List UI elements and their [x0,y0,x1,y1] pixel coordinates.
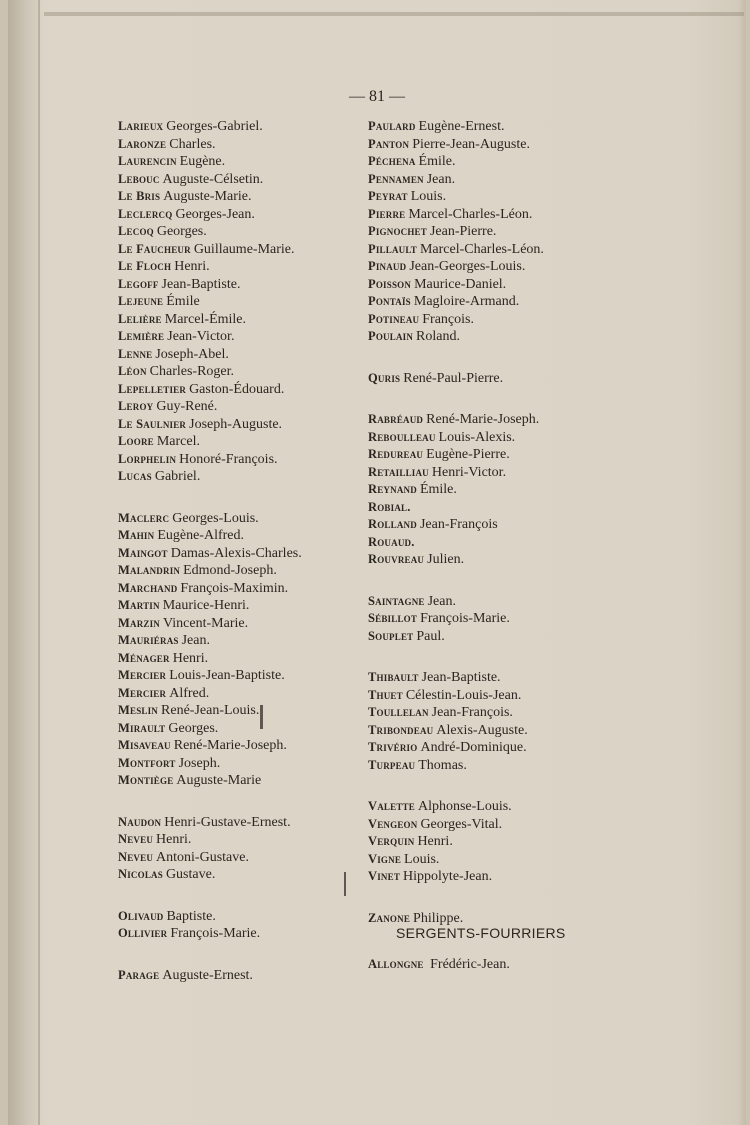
section-gap [118,943,373,967]
surname: Thibault [368,670,419,684]
surname: Pierre [368,206,406,221]
name-entry [118,136,373,154]
section-gap [368,387,618,411]
surname: Meslin [118,703,159,717]
name-entry [368,293,618,311]
entry-given-names: Frédéric-Jean. [430,957,510,972]
given-names: Charles. [169,136,216,152]
given-names: Maurice-Henri. [162,598,250,613]
given-names: Gabriel. [154,469,201,484]
surname: Reynand [368,482,417,496]
surname: Sébillot [368,611,418,625]
given-names: André-Dominique. [420,740,527,755]
given-names: Louis. [410,189,447,204]
name-entry [118,908,373,926]
name-entry [118,468,373,486]
surname: Zanone [368,910,411,925]
given-names: Louis. [404,851,440,867]
left-name-column [118,118,373,984]
given-names: Henri. [174,259,210,274]
name-entry [118,545,373,563]
given-names: Marcel-Émile. [164,311,247,327]
given-names: Philippe. [413,910,464,926]
surname: Mauriéras [118,633,179,647]
given-names: Georges. [168,720,219,736]
given-names: Joseph. [178,755,221,771]
name-entry [368,464,618,482]
surname: Vinet [368,869,401,883]
surname: Poisson [368,276,412,291]
name-entry [118,632,373,650]
name-entry [368,258,618,276]
surname: Lemière [118,329,165,343]
given-names: René-Marie-Joseph. [173,738,287,753]
given-names: Marcel-Charles-Léon. [419,241,544,257]
surname: Maclerc [118,510,170,525]
surname: Rolland [368,517,417,531]
section-gap [368,886,618,910]
surname: Naudon [118,814,162,829]
name-entry [118,258,373,276]
entry-surname: Allongne [368,957,424,971]
given-names: Paul. [416,628,445,644]
given-names: Jean-Georges-Louis. [409,259,526,274]
given-names: René-Jean-Louis. [161,703,260,718]
name-entry [118,702,373,720]
surname: Poulain [368,329,414,343]
given-names: Gaston-Édouard. [189,381,285,397]
given-names: Auguste-Célsetin. [162,171,264,187]
name-entry [368,551,618,569]
name-entry [368,704,618,722]
surname: Laronze [118,136,167,151]
name-entry [368,241,618,259]
name-entry [118,510,373,528]
surname: Rabréaud [368,412,424,426]
name-entry [118,737,373,755]
given-names: Georges-Vital. [420,816,503,832]
name-entry [368,171,618,189]
surname: Lelière [118,311,162,326]
name-entry [118,562,373,580]
section-gap [118,790,373,814]
given-names: Marcel. [156,434,200,449]
name-entry [368,669,618,687]
name-entry [118,685,373,703]
surname: Léon [118,364,147,378]
name-entry [118,814,373,832]
given-names: Henri. [156,832,192,847]
given-names: Joseph-Abel. [155,346,229,362]
surname: Reboulleau [368,429,436,444]
ink-mark [344,872,346,896]
section-entry [368,957,510,973]
given-names: Pierre-Jean-Auguste. [412,136,530,152]
given-names: Eugène. [179,154,226,169]
name-entry [368,516,618,534]
given-names: Henri. [417,834,453,849]
given-names: Jean-François [419,517,498,532]
given-names: Louis-Alexis. [438,429,516,445]
page-gutter [8,0,42,1125]
given-names: Henri-Gustave-Ernest. [164,814,291,830]
given-names: Auguste-Ernest. [162,967,253,983]
given-names: Jean-Baptiste. [421,670,501,685]
name-entry [368,188,618,206]
section-gap [118,884,373,908]
given-names: François-Marie. [420,611,510,626]
name-entry [368,411,618,429]
given-names: René-Paul-Pierre. [403,370,504,386]
name-entry [368,851,618,869]
book-page [8,0,746,1125]
surname: Turpeau [368,757,416,772]
page-top-edge [44,12,744,16]
given-names: Guillaume-Marie. [193,241,295,257]
surname: Laurencin [118,154,177,168]
given-names: Henri. [172,650,209,666]
name-entry [118,223,373,241]
name-entry [118,650,373,668]
surname: Pontaïs [368,294,411,308]
surname: Loore [118,434,154,448]
name-entry [368,223,618,241]
name-entry [368,868,618,886]
given-names: Magloire-Armand. [413,294,520,309]
surname: Leclercq [118,206,173,221]
ink-mark [260,705,263,729]
name-entry [368,206,618,224]
surname: Le Faucheur [118,241,191,256]
given-names: Charles-Roger. [149,364,235,379]
name-entry [368,739,618,757]
name-entry [118,416,373,434]
given-names: Jean-François. [431,705,513,720]
given-names: Alphonse-Louis. [417,799,512,814]
surname: Valette [368,799,415,813]
given-names: Georges. [156,224,207,239]
given-names: Louis-Jean-Baptiste. [169,668,285,683]
given-names: Antoni-Gustave. [156,849,249,865]
given-names: Damas-Alexis-Charles. [170,545,302,561]
name-entry [118,188,373,206]
surname: Montiège [118,773,174,787]
surname: Larieux [118,119,164,133]
surname: Olivaud [118,908,164,923]
surname: Lebouc [118,171,160,186]
given-names: Georges-Louis. [172,510,259,526]
surname: Martin [118,598,160,612]
surname: Panton [368,136,410,151]
name-entry [118,451,373,469]
name-entry [118,755,373,773]
name-entry [118,433,373,451]
name-entry [368,499,618,517]
name-entry [368,446,618,464]
surname: Mercier [118,668,167,682]
given-names: Julien. [427,552,465,567]
given-names: Auguste-Marie [176,773,262,788]
surname: Potineau [368,311,420,326]
name-entry [118,967,373,985]
right-name-column [368,118,618,927]
name-entry [368,722,618,740]
name-entry [368,276,618,294]
name-entry [118,118,373,136]
given-names: Émile [166,294,200,309]
given-names: Auguste-Marie. [163,189,252,204]
name-entry [368,798,618,816]
given-names: Émile. [418,154,456,169]
given-names: Joseph-Auguste. [189,416,283,432]
name-entry [118,615,373,633]
surname: Lepelletier [118,381,187,396]
surname: Vigne [368,851,402,866]
surname: Malandrin [118,563,181,577]
name-entry [368,757,618,775]
surname: Legoff [118,276,159,291]
name-entry [368,628,618,646]
name-entry [118,171,373,189]
surname: Le Bris [118,189,161,203]
surname: Parage [118,967,160,982]
surname: Toullelan [368,705,429,719]
surname: Verquin [368,834,415,848]
surname: Lejeune [118,294,164,308]
given-names: Thomas. [418,757,467,773]
name-entry [118,241,373,259]
surname: Trivério [368,740,418,754]
section-gap [368,569,618,593]
surname: Misaveau [118,738,171,752]
surname: Pignochet [368,224,427,238]
surname: Peyrat [368,189,408,203]
surname: Paulard [368,119,416,133]
surname: Lorphelin [118,451,177,466]
name-entry [118,849,373,867]
section-gap [118,486,373,510]
surname: Mahin [118,528,155,542]
surname: Mercier [118,685,167,700]
surname: Mirault [118,720,166,735]
given-names: Vincent-Marie. [163,615,249,631]
name-entry [118,527,373,545]
surname: Péchena [368,154,416,168]
given-names: Jean. [427,593,456,609]
section-heading: SERGENTS-FOURRIERS [396,925,566,941]
surname: Leroy [118,399,154,413]
name-entry [368,593,618,611]
name-entry [368,534,618,552]
given-names: Émile. [419,482,457,497]
given-names: Eugène-Alfred. [157,528,244,543]
given-names: Guy-René. [156,399,218,414]
name-entry [368,481,618,499]
name-entry [368,311,618,329]
given-names: François. [422,311,474,327]
surname: Lecoq [118,224,154,238]
name-entry [368,687,618,705]
given-names: Jean-Victor. [167,329,235,344]
surname: Souplet [368,628,414,643]
surname: Quris [368,370,401,385]
name-entry [118,363,373,381]
given-names: René-Marie-Joseph. [426,412,540,427]
surname: Pinaud [368,259,407,273]
name-entry [118,925,373,943]
name-entry [368,136,618,154]
name-entry [368,370,618,388]
name-entry [118,667,373,685]
surname: Redureau [368,447,424,461]
surname: Neveu [118,849,154,864]
given-names: Maurice-Daniel. [414,276,507,292]
name-entry [118,293,373,311]
surname: Saintagne [368,593,425,608]
surname: Rouvreau [368,552,425,566]
given-names: Marcel-Charles-Léon. [408,206,533,222]
given-names: Hippolyte-Jean. [403,869,493,884]
binding-line [38,0,40,1125]
given-names: Eugène-Ernest. [418,119,505,134]
surname: Ménager [118,650,170,665]
page-number: — 81 — [349,88,405,105]
surname: Robial. [368,499,411,514]
name-entry [118,580,373,598]
given-names: Baptiste. [166,908,216,924]
given-names: Jean-Baptiste. [161,276,241,292]
section-gap [368,645,618,669]
surname: Marchand [118,580,178,595]
given-names: Célestin-Louis-Jean. [405,687,522,703]
given-names: François-Marie. [170,926,261,941]
name-entry [118,381,373,399]
given-names: Honoré-François. [179,451,278,467]
given-names: Jean-Pierre. [429,224,497,239]
surname: Lucas [118,469,152,483]
name-entry [118,720,373,738]
name-entry [118,328,373,346]
surname: Vengeon [368,816,418,831]
name-entry [118,831,373,849]
name-entry [368,328,618,346]
surname: Pillault [368,241,417,256]
surname: Tribondeau [368,722,434,737]
surname: Maingot [118,545,168,560]
given-names: Henri-Victor. [431,464,507,480]
given-names: Jean. [426,171,456,187]
name-entry [368,816,618,834]
surname: Le Floch [118,259,172,273]
name-entry [118,398,373,416]
name-entry [368,118,618,136]
surname: Nicolas [118,867,163,881]
section-gap [368,774,618,798]
name-entry [118,866,373,884]
name-entry [368,833,618,851]
name-entry [368,153,618,171]
name-entry [118,772,373,790]
name-entry [368,429,618,447]
given-names: Jean. [181,633,210,648]
given-names: Alexis-Auguste. [436,722,528,738]
name-entry [118,346,373,364]
name-entry [368,610,618,628]
given-names: Edmond-Joseph. [183,563,277,578]
name-entry [118,206,373,224]
surname: Le Saulnier [118,416,187,431]
name-entry [118,276,373,294]
surname: Neveu [118,832,154,846]
given-names: Georges-Gabriel. [166,119,263,134]
surname: Retailliau [368,464,429,479]
name-entry [118,311,373,329]
surname: Thuet [368,687,403,702]
given-names: Roland. [416,329,460,344]
name-entry [118,153,373,171]
surname: Marzin [118,615,161,630]
surname: Lenne [118,346,153,361]
section-gap [368,346,618,370]
name-entry [118,597,373,615]
surname: Ollivier [118,926,168,940]
surname: Pennamen [368,171,424,186]
given-names: Gustave. [165,867,216,882]
given-names: Georges-Jean. [175,206,255,222]
surname: Montfort [118,755,176,770]
given-names: François-Maximin. [180,580,289,596]
surname: Rouaud. [368,534,415,549]
given-names: Alfred. [169,685,210,701]
given-names: Eugène-Pierre. [426,447,510,462]
